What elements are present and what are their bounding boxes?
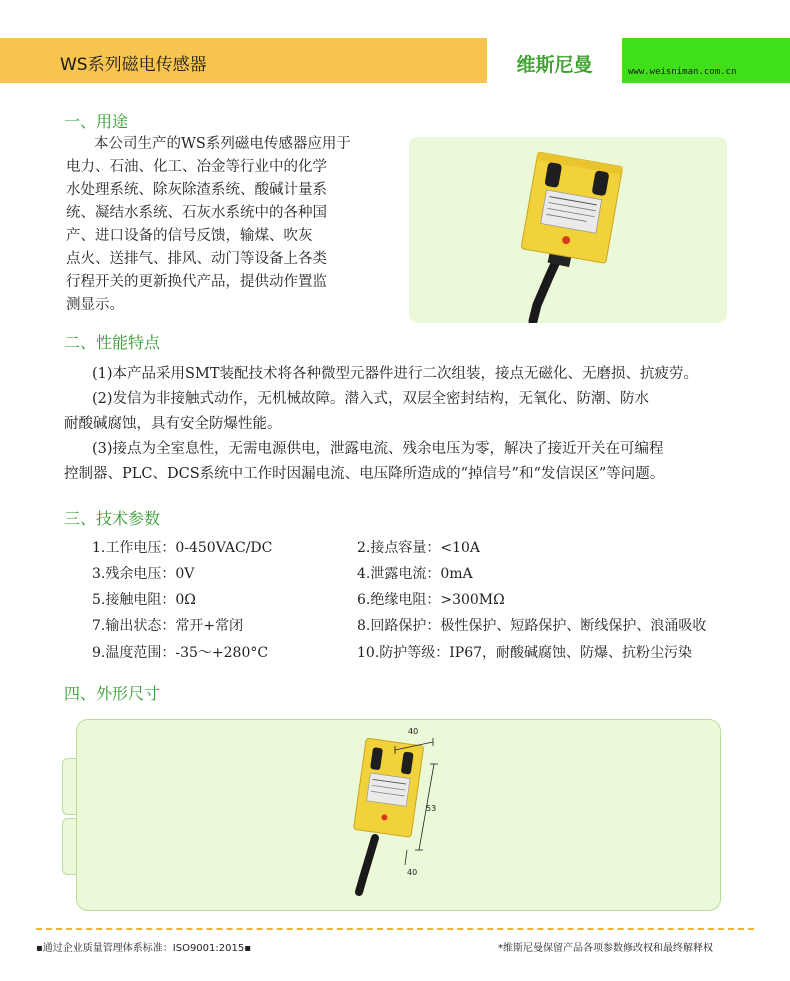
feature-line: 控制器、PLC、DCS系统中工作时因漏电流、电压降所造成的“掉信号”和“发信误区”等问题。: [64, 466, 665, 482]
dimension-drawing-panel: [76, 719, 721, 911]
usage-line: 点火、送排气、排风、动门等设备上各类: [66, 251, 327, 267]
footer-disclaimer: *维斯尼曼保留产品各项参数修改权和最终解释权: [498, 943, 713, 954]
spec-item: 7.输出状态：常开+常闭: [92, 618, 244, 634]
usage-line: 测显示。: [66, 297, 124, 313]
usage-line: 水处理系统、除灰除渣系统、酸碱计量系: [66, 182, 327, 198]
spec-item: 4.泄露电流：0mA: [357, 566, 473, 582]
feature-line: (2)发信为非接触式动作，无机械故障。潜入式，双层全密封结构，无氧化、防潮、防水: [92, 391, 650, 407]
usage-line: 产、进口设备的信号反馈，输煤、吹灰: [66, 228, 313, 244]
product-photo-panel: [409, 137, 727, 323]
spec-item: 6.绝缘电阻：>300MΩ: [357, 592, 505, 608]
brand-name: 维斯尼曼: [516, 54, 593, 76]
spec-item: 10.防护等级：IP67，耐酸碱腐蚀、防爆、抗粉尘污染: [357, 645, 693, 661]
spec-item: 2.接点容量：<10A: [357, 540, 481, 556]
section-heading-dimensions: 四、外形尺寸: [64, 684, 161, 703]
dimension-label-side: 53: [426, 804, 437, 813]
spec-item: 9.温度范围：-35～+280°C: [92, 645, 269, 661]
footer-divider: [36, 928, 754, 930]
dimension-label-top: 40: [408, 727, 419, 736]
spec-item: 1.工作电压：0-450VAC/DC: [92, 540, 273, 556]
spec-item: 8.回路保护：极性保护、短路保护、断线保护、浪涌吸收: [357, 618, 707, 634]
section-heading-specs: 三、技术参数: [64, 509, 161, 528]
footer-certification: ▪通过企业质量管理体系标准：ISO9001:2015▪: [36, 943, 251, 954]
website-url[interactable]: www.weisniman.com.cn: [628, 67, 737, 77]
usage-line: 本公司生产的WS系列磁电传感器应用于: [94, 136, 351, 152]
dimension-drawing: [77, 720, 720, 910]
usage-line: 统、凝结水系统、石灰水系统中的各种国: [66, 205, 327, 221]
spec-item: 5.接触电阻：0Ω: [92, 592, 196, 608]
feature-line: 耐酸碱腐蚀，具有安全防爆性能。: [64, 416, 282, 432]
dimension-label-bottom: 40: [407, 868, 418, 877]
page-title: WS系列磁电传感器: [60, 55, 207, 75]
sensor-product-image: [409, 137, 727, 323]
feature-line: (1)本产品采用SMT装配技术将各种微型元器件进行二次组装，接点无磁化、无磨损、抗疲劳。: [92, 366, 698, 382]
section-heading-features: 二、性能特点: [64, 333, 161, 352]
usage-line: 行程开关的更新换代产品，提供动作置监: [66, 274, 327, 290]
usage-line: 电力、石油、化工、冶金等行业中的化学: [66, 159, 327, 175]
feature-line: (3)接点为全室息性，无需电源供电，泄露电流、残余电压为零，解决了接近开关在可编程: [92, 441, 664, 457]
section-heading-usage: 一、用途: [64, 112, 129, 131]
spec-item: 3.残余电压：0V: [92, 566, 195, 582]
